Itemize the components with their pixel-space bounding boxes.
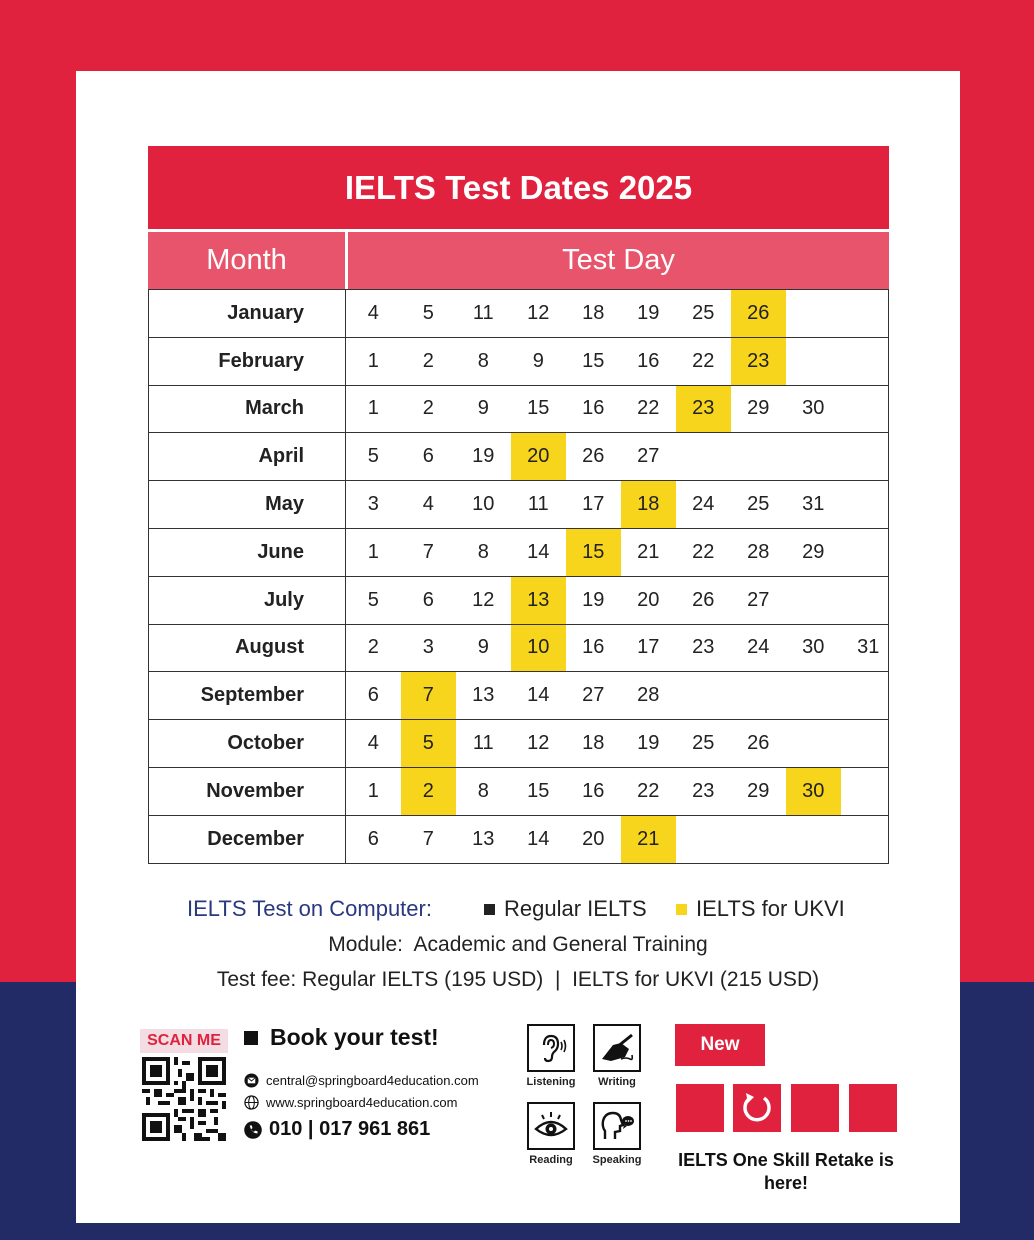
legend-ukvi-text: IELTS for UKVI bbox=[696, 896, 845, 921]
month-name: October bbox=[149, 720, 346, 767]
test-day: 18 bbox=[582, 301, 605, 324]
test-day: 20 bbox=[637, 588, 660, 611]
test-day: 28 bbox=[747, 540, 770, 563]
test-day: 2 bbox=[367, 636, 379, 659]
test-day: 30 bbox=[802, 397, 825, 420]
header-test-day: Test Day bbox=[348, 232, 889, 289]
test-day: 23 bbox=[692, 779, 715, 802]
test-day: 19 bbox=[472, 445, 495, 468]
test-day: 12 bbox=[527, 732, 550, 755]
month-name: December bbox=[149, 816, 346, 863]
test-day: 22 bbox=[637, 397, 660, 420]
test-day: 16 bbox=[582, 397, 605, 420]
test-day-ukvi: 23 bbox=[731, 338, 786, 385]
table-header bbox=[148, 232, 889, 289]
test-day-ukvi: 7 bbox=[401, 672, 456, 719]
test-day-ukvi: 23 bbox=[676, 386, 731, 433]
test-day: 9 bbox=[477, 636, 489, 659]
test-day: 23 bbox=[692, 636, 715, 659]
test-day: 26 bbox=[747, 732, 770, 755]
test-day: 14 bbox=[527, 684, 550, 707]
month-name: February bbox=[149, 338, 346, 385]
month-row-april bbox=[149, 433, 888, 481]
month-row-july bbox=[149, 577, 888, 625]
phone-text: 010 | 017 961 861 bbox=[269, 1118, 431, 1140]
test-day-ukvi: 18 bbox=[621, 481, 676, 528]
legend-regular-text: Regular IELTS bbox=[504, 896, 647, 921]
month-name: November bbox=[149, 768, 346, 815]
month-name: January bbox=[149, 290, 346, 337]
month-row-september bbox=[149, 672, 888, 720]
test-day: 15 bbox=[582, 349, 605, 372]
header-month: Month bbox=[148, 232, 345, 289]
test-day: 11 bbox=[472, 732, 494, 755]
test-day: 16 bbox=[582, 779, 605, 802]
fee-text: Test fee: Regular IELTS (195 USD) | IELTS for UKVI (215 USD) bbox=[216, 968, 820, 991]
skill-speaking bbox=[583, 1102, 651, 1166]
month-row-february bbox=[149, 338, 888, 386]
eye-icon bbox=[533, 1109, 569, 1143]
skill-label: Speaking bbox=[592, 1154, 642, 1166]
test-day: 20 bbox=[582, 827, 605, 850]
test-day: 24 bbox=[747, 636, 770, 659]
test-day: 27 bbox=[637, 445, 660, 468]
test-day-ukvi: 10 bbox=[511, 625, 566, 672]
test-day-ukvi: 15 bbox=[566, 529, 621, 576]
skill-reading bbox=[517, 1102, 585, 1166]
test-day: 25 bbox=[747, 493, 770, 516]
test-day: 29 bbox=[747, 397, 770, 420]
email-text: central@springboard4education.com bbox=[266, 1073, 479, 1088]
test-day: 2 bbox=[422, 349, 434, 372]
test-day: 19 bbox=[582, 588, 605, 611]
month-name: March bbox=[149, 386, 346, 433]
retake-arrow-icon bbox=[737, 1088, 777, 1128]
test-day: 29 bbox=[802, 540, 825, 563]
test-day: 22 bbox=[637, 779, 660, 802]
test-day: 27 bbox=[747, 588, 770, 611]
contact-email[interactable] bbox=[244, 1073, 479, 1088]
test-day: 3 bbox=[422, 636, 434, 659]
test-day: 7 bbox=[422, 827, 434, 850]
test-day: 29 bbox=[747, 779, 770, 802]
legend-ukvi-swatch bbox=[676, 904, 687, 915]
scan-me-label: SCAN ME bbox=[140, 1029, 228, 1053]
legend-regular bbox=[484, 896, 647, 922]
test-day: 31 bbox=[857, 636, 880, 659]
email-icon bbox=[244, 1073, 259, 1088]
month-name: August bbox=[149, 625, 346, 672]
test-day: 6 bbox=[367, 684, 379, 707]
test-day: 25 bbox=[692, 301, 715, 324]
retake-square bbox=[791, 1084, 839, 1132]
book-bullet bbox=[244, 1031, 258, 1045]
test-day: 27 bbox=[582, 684, 605, 707]
month-name: September bbox=[149, 672, 346, 719]
month-row-january bbox=[149, 290, 888, 338]
test-day-ukvi: 2 bbox=[401, 768, 456, 815]
month-row-october bbox=[149, 720, 888, 768]
test-day: 6 bbox=[367, 827, 379, 850]
test-day: 4 bbox=[367, 301, 379, 324]
contact-phone[interactable] bbox=[244, 1118, 430, 1141]
legend-regular-swatch bbox=[484, 904, 495, 915]
month-name: April bbox=[149, 433, 346, 480]
new-badge: New bbox=[675, 1024, 765, 1066]
test-day: 31 bbox=[802, 493, 825, 516]
test-day: 8 bbox=[477, 779, 489, 802]
test-day-ukvi: 5 bbox=[401, 720, 456, 767]
test-day: 15 bbox=[527, 779, 550, 802]
test-day: 16 bbox=[637, 349, 660, 372]
test-day: 5 bbox=[367, 445, 379, 468]
test-day: 24 bbox=[692, 493, 715, 516]
test-day: 14 bbox=[527, 540, 550, 563]
test-day: 9 bbox=[532, 349, 544, 372]
test-dates-table bbox=[148, 289, 889, 864]
test-day: 4 bbox=[367, 732, 379, 755]
test-day: 8 bbox=[477, 349, 489, 372]
legend-label: IELTS Test on Computer: bbox=[187, 896, 432, 921]
test-day-ukvi: 20 bbox=[511, 433, 566, 480]
contact-website[interactable] bbox=[244, 1095, 458, 1110]
test-day: 6 bbox=[422, 445, 434, 468]
month-name: June bbox=[149, 529, 346, 576]
test-day: 13 bbox=[472, 684, 495, 707]
month-row-june bbox=[149, 529, 888, 577]
test-day: 21 bbox=[637, 540, 660, 563]
skill-writing bbox=[583, 1024, 651, 1088]
retake-square bbox=[676, 1084, 724, 1132]
globe-icon bbox=[244, 1095, 259, 1110]
test-day: 11 bbox=[527, 493, 549, 516]
test-day: 25 bbox=[692, 732, 715, 755]
test-day-ukvi: 30 bbox=[786, 768, 841, 815]
ear-icon bbox=[534, 1031, 568, 1065]
month-row-august bbox=[149, 625, 888, 673]
test-day: 1 bbox=[367, 540, 379, 563]
qr-code-icon[interactable] bbox=[142, 1057, 226, 1141]
test-day: 12 bbox=[527, 301, 550, 324]
test-day: 15 bbox=[527, 397, 550, 420]
month-name: July bbox=[149, 577, 346, 624]
test-day: 1 bbox=[367, 779, 379, 802]
test-day: 14 bbox=[527, 827, 550, 850]
month-row-may bbox=[149, 481, 888, 529]
book-your-test bbox=[244, 1024, 439, 1051]
test-day: 5 bbox=[422, 301, 434, 324]
test-day: 1 bbox=[367, 349, 379, 372]
test-day: 28 bbox=[637, 684, 660, 707]
hand-writing-icon bbox=[599, 1031, 635, 1065]
test-day: 18 bbox=[582, 732, 605, 755]
test-day: 2 bbox=[422, 397, 434, 420]
skill-label: Writing bbox=[598, 1076, 636, 1088]
test-day-ukvi: 13 bbox=[511, 577, 566, 624]
test-day: 26 bbox=[692, 588, 715, 611]
retake-square bbox=[849, 1084, 897, 1132]
test-day: 17 bbox=[637, 636, 660, 659]
test-day: 22 bbox=[692, 349, 715, 372]
test-day: 4 bbox=[422, 493, 434, 516]
skill-label: Listening bbox=[526, 1076, 576, 1088]
retake-text: IELTS One Skill Retake is here! bbox=[678, 1150, 894, 1193]
test-day-ukvi: 26 bbox=[731, 290, 786, 337]
test-day: 30 bbox=[802, 636, 825, 659]
test-day: 8 bbox=[477, 540, 489, 563]
test-day: 1 bbox=[367, 397, 379, 420]
legend-line bbox=[76, 896, 960, 926]
test-day: 16 bbox=[582, 636, 605, 659]
test-day: 22 bbox=[692, 540, 715, 563]
phone-icon bbox=[244, 1121, 262, 1139]
test-day: 10 bbox=[472, 493, 495, 516]
test-day: 6 bbox=[422, 588, 434, 611]
page-title: IELTS Test Dates 2025 bbox=[148, 146, 889, 229]
test-day: 12 bbox=[472, 588, 495, 611]
test-day: 3 bbox=[367, 493, 379, 516]
test-day: 26 bbox=[582, 445, 605, 468]
test-day: 11 bbox=[472, 301, 494, 324]
test-day: 5 bbox=[367, 588, 379, 611]
skill-label: Reading bbox=[529, 1154, 573, 1166]
test-day: 19 bbox=[637, 301, 660, 324]
skill-listening bbox=[517, 1024, 585, 1088]
month-row-november bbox=[149, 768, 888, 816]
test-day: 19 bbox=[637, 732, 660, 755]
module-text: Module: Academic and General Training bbox=[328, 933, 708, 956]
speaking-head-icon bbox=[599, 1109, 635, 1143]
test-day: 7 bbox=[422, 540, 434, 563]
month-row-december bbox=[149, 816, 888, 864]
retake-square-icon bbox=[733, 1084, 781, 1132]
month-name: May bbox=[149, 481, 346, 528]
test-day: 9 bbox=[477, 397, 489, 420]
flyer-card bbox=[76, 71, 960, 1223]
legend-ukvi bbox=[676, 896, 845, 922]
test-day: 13 bbox=[472, 827, 495, 850]
website-text: www.springboard4education.com bbox=[266, 1095, 458, 1110]
test-day-ukvi: 21 bbox=[621, 816, 676, 863]
month-row-march bbox=[149, 386, 888, 434]
book-title: Book your test! bbox=[270, 1024, 439, 1050]
test-day: 17 bbox=[582, 493, 605, 516]
